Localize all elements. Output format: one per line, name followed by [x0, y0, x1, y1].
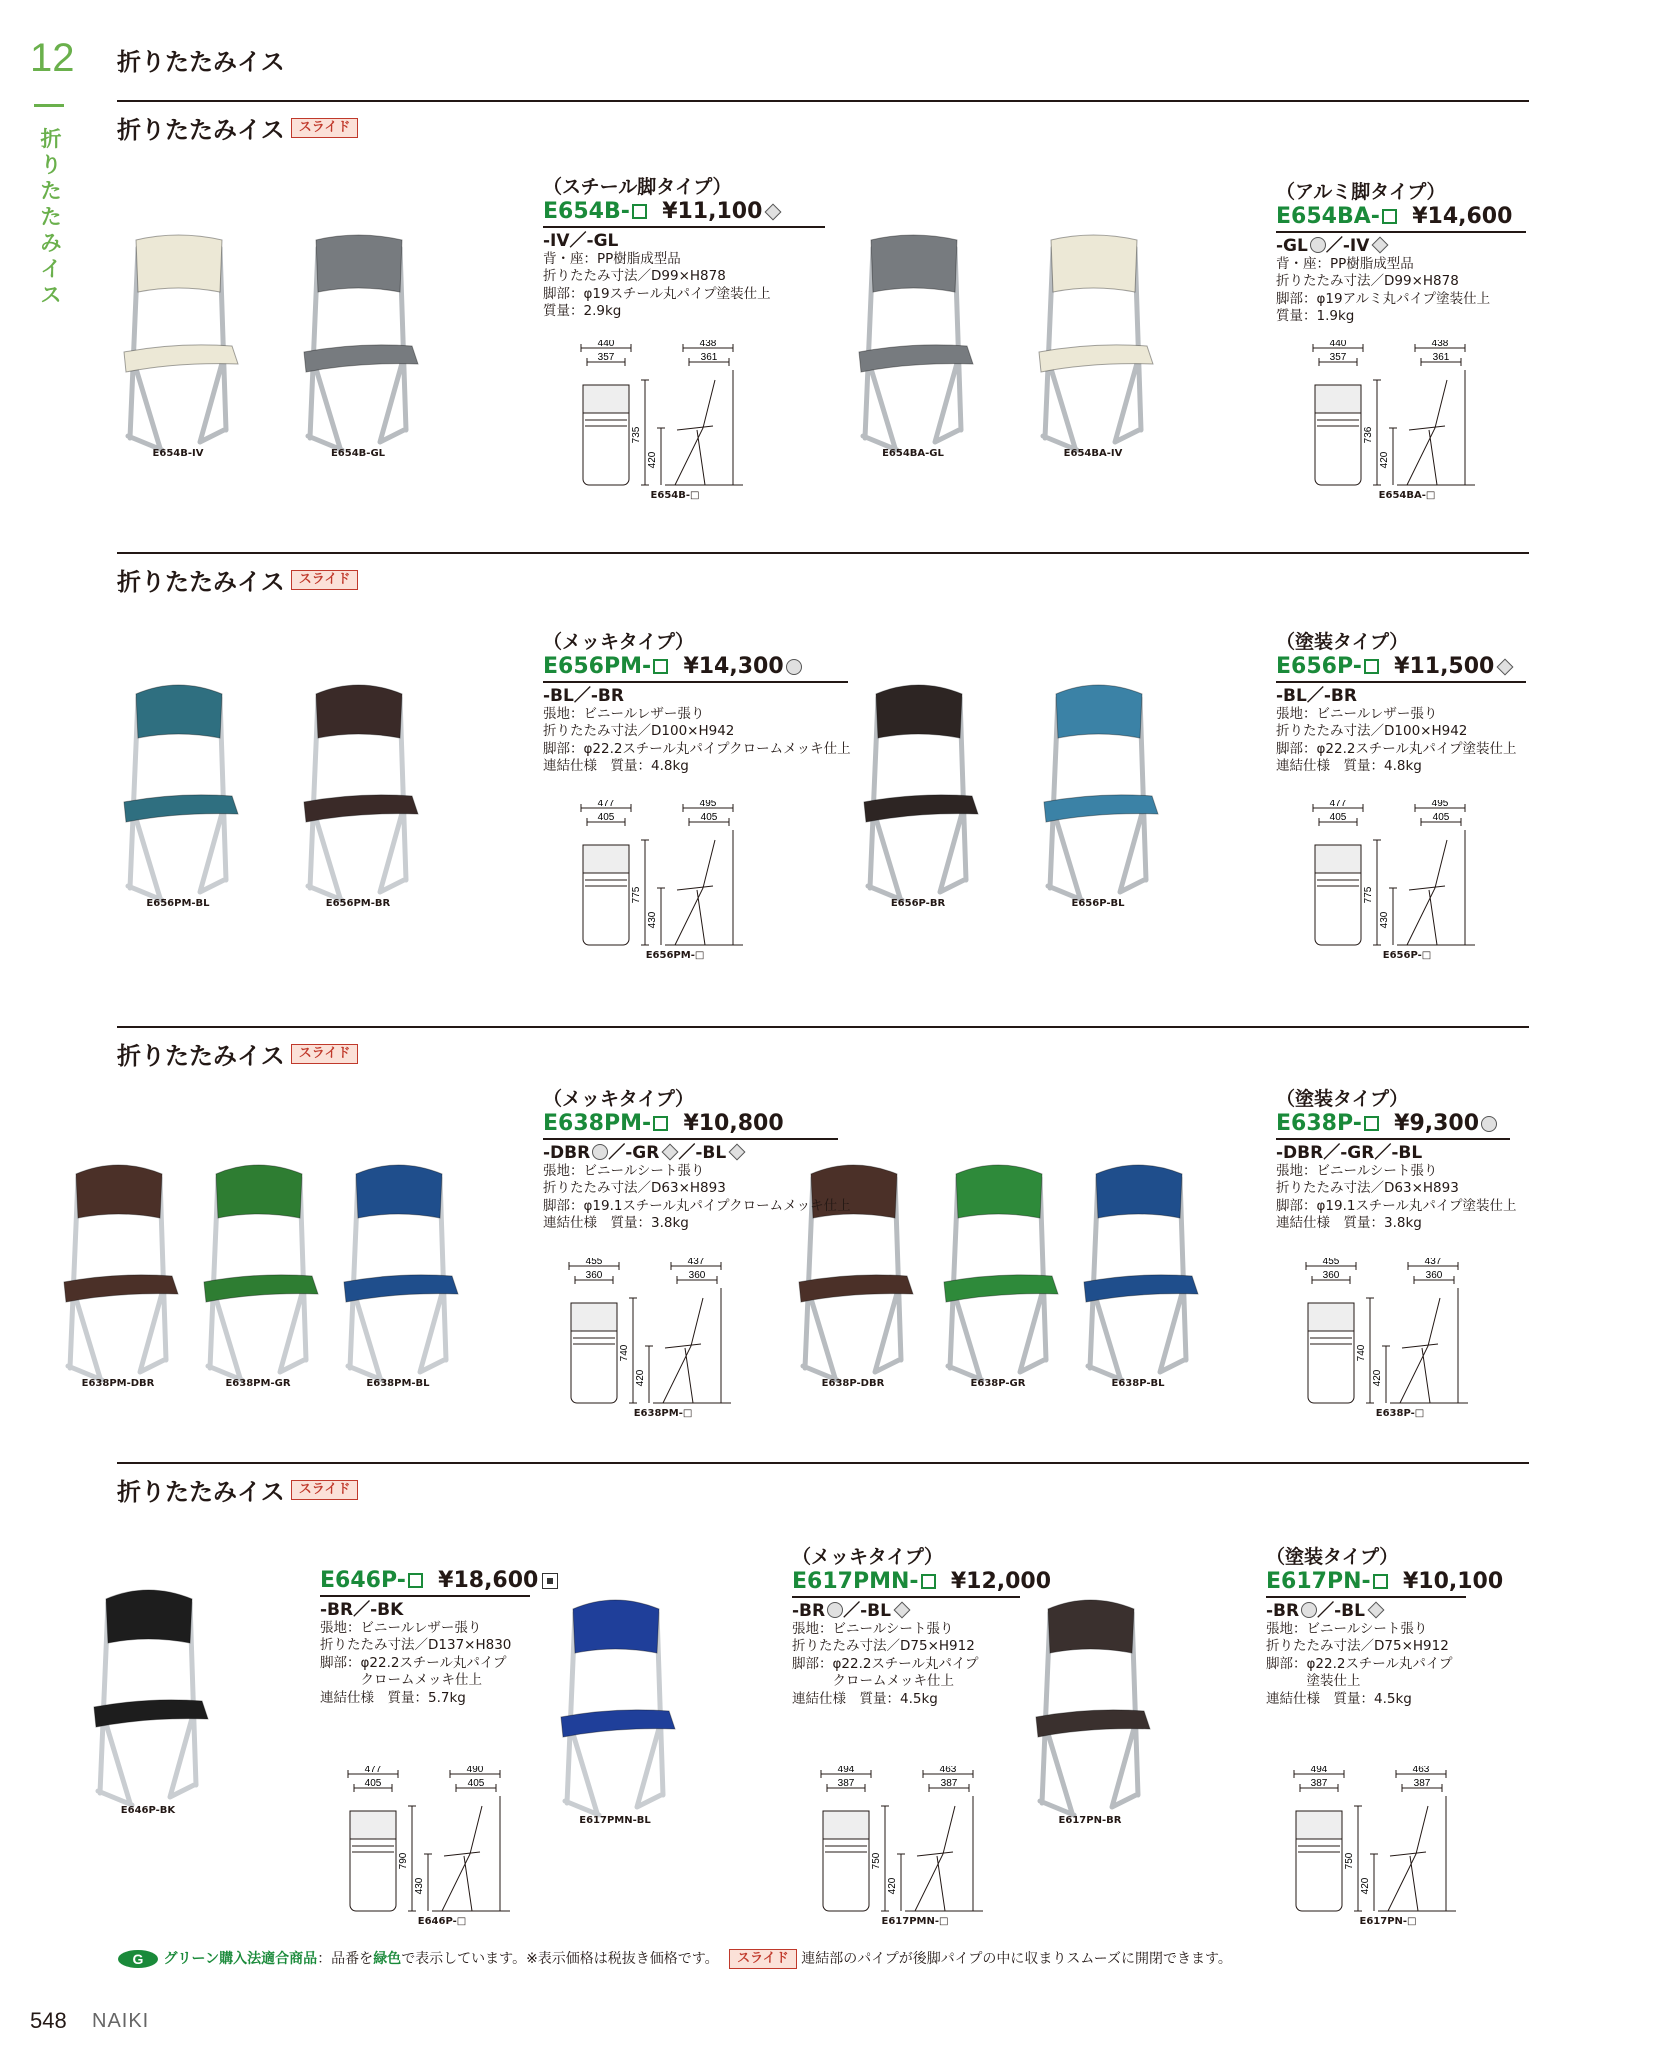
spec-line: 連結仕様 質量：3.8kg	[1276, 1215, 1422, 1231]
green-label: グリーン購入法適合商品	[163, 1951, 318, 1967]
spec-line: 脚部：φ22.2スチール丸パイプ	[1266, 1655, 1453, 1672]
underline	[1276, 681, 1526, 683]
chair-model-label: E638P-DBR	[821, 1378, 885, 1389]
dimension-drawing	[1297, 800, 1507, 964]
underline	[543, 1138, 838, 1140]
chair-model-label: E654BA-GL	[882, 448, 944, 459]
circle-mark-icon	[1481, 1116, 1497, 1132]
svg-text:430: 430	[1379, 911, 1390, 929]
svg-text:490: 490	[466, 1766, 484, 1775]
chair-model-label: E656P-BL	[1071, 898, 1125, 909]
dimension-drawing	[553, 1258, 763, 1422]
circle-mark-icon	[592, 1144, 608, 1160]
section-rule	[117, 1462, 1529, 1464]
chair-model-label: E638PM-DBR	[81, 1378, 155, 1389]
svg-text:405: 405	[467, 1778, 485, 1789]
svg-text:463: 463	[939, 1766, 957, 1775]
color-square-icon	[1364, 659, 1379, 674]
spec-line: 張地：ビニールシート張り	[1276, 1162, 1438, 1179]
spec-line: 折りたたみ寸法／D100×H942	[543, 723, 735, 739]
svg-text:440: 440	[597, 340, 615, 349]
color-square-icon	[1364, 1116, 1379, 1131]
dimension-drawing	[1297, 340, 1507, 504]
chair-model-label: E656PM-BR	[325, 898, 391, 909]
footer-note: G グリーン購入法適合商品：品番を緑色で表示しています。※表示価格は税抜き価格です。 スライド 連結部のパイプが後脚パイプの中に収まりスムーズに開閉できます。	[117, 1948, 1232, 1969]
svg-text:430: 430	[647, 911, 658, 929]
chair-image	[108, 680, 248, 914]
svg-text:405: 405	[364, 1778, 382, 1789]
spec-line: 折りたたみ寸法／D75×H912	[1266, 1638, 1449, 1654]
section-rule	[117, 1026, 1529, 1028]
chair-model-label: E646P-BK	[120, 1805, 176, 1816]
product-code: E646P- ¥18,600	[320, 1568, 530, 1594]
svg-text:357: 357	[1329, 352, 1347, 363]
svg-text:360: 360	[1425, 1270, 1443, 1281]
product-type: （メッキタイプ）	[543, 1088, 695, 1110]
svg-text:750: 750	[871, 1852, 882, 1870]
chair-image	[1068, 1160, 1208, 1394]
circle-mark-icon	[1301, 1602, 1317, 1618]
dimension-drawing	[1290, 1258, 1500, 1422]
svg-text:387: 387	[837, 1778, 855, 1789]
green-purchase-icon	[117, 1949, 159, 1969]
circle-mark-icon	[827, 1602, 843, 1618]
circle-mark-icon	[786, 659, 802, 675]
spec-line: 脚部：φ19.1スチール丸パイプクロームメッキ仕上	[543, 1197, 851, 1214]
chapter-number: 12	[30, 36, 75, 80]
chair-image	[78, 1585, 218, 1819]
svg-text:477: 477	[364, 1766, 382, 1775]
spec-line: 折りたたみ寸法／D100×H942	[1276, 723, 1468, 739]
svg-text:494: 494	[837, 1766, 855, 1775]
product-type: （メッキタイプ）	[543, 631, 695, 653]
chair-image	[48, 1160, 188, 1394]
spec-line: 張地：ビニールシート張り	[543, 1162, 705, 1179]
dimension-drawing	[805, 1766, 1015, 1930]
svg-text:455: 455	[1322, 1258, 1340, 1267]
spec-line: クロームメッキ仕上	[792, 1673, 954, 1689]
product-info	[1276, 180, 1526, 326]
color-square-icon	[408, 1573, 423, 1588]
svg-text:420: 420	[1379, 451, 1390, 469]
svg-text:360: 360	[1322, 1270, 1340, 1281]
dimension-label: E638PM-□	[633, 1408, 693, 1419]
chair-image	[108, 230, 248, 464]
svg-text:495: 495	[1431, 800, 1449, 809]
dimension-drawing	[1278, 1766, 1488, 1930]
dimension-label: E656P-□	[1382, 950, 1432, 961]
color-options: -IV／-GL	[543, 230, 619, 251]
color-options: -BL／-BR	[543, 685, 624, 706]
diamond-mark-icon	[765, 204, 782, 221]
product-price: ¥12,000	[950, 1569, 1052, 1594]
spec-line: 折りたたみ寸法／D75×H912	[792, 1638, 975, 1654]
svg-text:361: 361	[1432, 352, 1450, 363]
section-title: 折りたたみイス スライド	[117, 1036, 358, 1071]
spec-line: 質量：2.9kg	[543, 303, 622, 319]
svg-text:387: 387	[1310, 1778, 1328, 1789]
dimension-label: E617PN-□	[1359, 1916, 1417, 1927]
product-price: ¥18,600	[438, 1568, 539, 1593]
svg-text:420: 420	[1360, 1877, 1371, 1895]
product-price: ¥10,800	[683, 1111, 784, 1136]
spec-line: 折りたたみ寸法／D63×H893	[543, 1180, 726, 1196]
svg-text:455: 455	[585, 1258, 603, 1267]
svg-text:495: 495	[699, 800, 717, 809]
dimension-drawing	[332, 1766, 542, 1930]
product-price: ¥14,300	[683, 654, 784, 679]
product-type: （塗装タイプ）	[1276, 1088, 1409, 1110]
product-info	[320, 1568, 539, 1707]
spec-line: 連結仕様 質量：4.8kg	[1276, 758, 1422, 774]
diamond-mark-icon	[1497, 659, 1514, 676]
underline	[1276, 1138, 1510, 1140]
color-options: -BL／-BR	[1276, 685, 1357, 706]
slide-badge: スライド	[291, 1044, 359, 1064]
dimension-label: E638P-□	[1375, 1408, 1425, 1419]
spec-line: 張地：ビニールシート張り	[792, 1620, 954, 1637]
chair-model-label: E617PMN-BL	[579, 1815, 651, 1826]
svg-text:438: 438	[699, 340, 717, 349]
spec-line: 張地：ビニールシート張り	[1266, 1620, 1428, 1637]
svg-text:477: 477	[1329, 800, 1347, 809]
chair-image	[1028, 680, 1168, 914]
color-options: -BR ／-BL	[1266, 1601, 1466, 1621]
svg-text:790: 790	[398, 1852, 409, 1870]
product-price: ¥9,300	[1394, 1111, 1480, 1136]
circle-mark-icon	[1310, 237, 1326, 253]
dimension-drawing	[565, 340, 775, 504]
color-options: -DBR ／-GR ／-BL	[543, 1143, 838, 1163]
section-title: 折りたたみイス スライド	[117, 562, 358, 597]
spec-line: 連結仕様 質量：5.7kg	[320, 1689, 466, 1706]
svg-text:420: 420	[647, 451, 658, 469]
chair-image	[848, 680, 988, 914]
product-price: ¥11,500	[1394, 654, 1495, 679]
product-code: E638PM- ¥10,800	[543, 1111, 784, 1136]
chapter-bar	[34, 104, 64, 107]
slide-badge: スライド	[291, 570, 359, 590]
spec-line: 脚部：φ22.2スチール丸パイプ塗装仕上	[1276, 740, 1517, 757]
product-code: E654B- ¥11,100	[543, 199, 825, 225]
product-info	[543, 175, 825, 321]
chair-image	[545, 1595, 685, 1829]
product-info	[1276, 1087, 1517, 1233]
product-info	[543, 1087, 851, 1233]
dimension-label: E646P-□	[417, 1916, 467, 1927]
svg-text:740: 740	[1356, 1344, 1367, 1362]
svg-text:420: 420	[635, 1369, 646, 1387]
spec-line: 連結仕様 質量：4.5kg	[1266, 1690, 1412, 1707]
svg-text:430: 430	[414, 1877, 425, 1895]
svg-text:405: 405	[1329, 812, 1347, 823]
svg-text:405: 405	[1432, 812, 1450, 823]
svg-text:437: 437	[1424, 1258, 1442, 1267]
underline	[1266, 1596, 1466, 1598]
chair-model-label: E638PM-GR	[225, 1378, 291, 1389]
brand-name: NAIKI	[92, 2010, 150, 2032]
product-type: （塗装タイプ）	[1276, 631, 1409, 653]
spec-line: 張地：ビニールレザー張り	[320, 1619, 482, 1636]
svg-text:357: 357	[597, 352, 615, 363]
spec-line: 脚部：φ19スチール丸パイプ塗装仕上	[543, 285, 771, 302]
product-code: E656P- ¥11,500	[1276, 654, 1526, 680]
spec-line: 連結仕様 質量：4.5kg	[792, 1690, 938, 1707]
product-info	[1266, 1545, 1504, 1708]
svg-text:438: 438	[1431, 340, 1449, 349]
spec-line: 折りたたみ寸法／D99×H878	[543, 268, 726, 284]
color-options: -BR ／-BL	[792, 1601, 1020, 1621]
svg-text:405: 405	[597, 812, 615, 823]
underline	[1276, 231, 1526, 233]
chair-model-label: E638P-GR	[970, 1378, 1026, 1389]
svg-text:387: 387	[940, 1778, 958, 1789]
chair-model-label: E638PM-BL	[366, 1378, 430, 1389]
svg-text:463: 463	[1412, 1766, 1430, 1775]
product-price: ¥11,100	[662, 199, 763, 224]
color-options: -BR／-BK	[320, 1599, 404, 1620]
product-code: E654BA- ¥14,600	[1276, 204, 1513, 229]
svg-text:420: 420	[887, 1877, 898, 1895]
chair-model-label: E638P-BL	[1111, 1378, 1165, 1389]
svg-text:360: 360	[688, 1270, 706, 1281]
diamond-mark-icon	[893, 1601, 910, 1618]
underline	[320, 1595, 530, 1597]
svg-text:740: 740	[619, 1344, 630, 1362]
dimension-label: E617PMN-□	[881, 1916, 949, 1927]
underline	[792, 1596, 1020, 1598]
product-type: （スチール脚タイプ）	[543, 176, 732, 198]
product-info	[543, 630, 851, 776]
spec-line: 折りたたみ寸法／D99×H878	[1276, 273, 1459, 289]
product-price: ¥14,600	[1412, 204, 1513, 229]
product-info	[1276, 630, 1526, 776]
svg-text:360: 360	[585, 1270, 603, 1281]
slide-badge: スライド	[291, 118, 359, 138]
product-code: E617PMN- ¥12,000	[792, 1569, 1052, 1594]
chapter-vertical-title: 折りたたみイス	[40, 127, 62, 307]
spec-line: クロームメッキ仕上	[320, 1672, 482, 1688]
slide-badge: スライド	[729, 1949, 797, 1969]
dimension-label: E654BA-□	[1378, 490, 1436, 501]
spec-line: 質量：1.9kg	[1276, 308, 1355, 324]
section-title: 折りたたみイス スライド	[117, 110, 358, 145]
diamond-mark-icon	[1367, 1601, 1384, 1618]
section-title: 折りたたみイス スライド	[117, 1472, 358, 1507]
spec-line: 張地：ビニールレザー張り	[1276, 705, 1438, 722]
chair-model-label: E617PN-BR	[1058, 1815, 1122, 1826]
square-dot-mark-icon	[542, 1573, 558, 1589]
color-square-icon	[653, 1116, 668, 1131]
product-code: E617PN- ¥10,100	[1266, 1569, 1504, 1594]
spec-line: 脚部：φ19.1スチール丸パイプ塗装仕上	[1276, 1197, 1517, 1214]
chair-model-label: E656P-BR	[890, 898, 946, 909]
spec-line: 連結仕様 質量：3.8kg	[543, 1215, 689, 1231]
svg-text:437: 437	[687, 1258, 705, 1267]
spec-line: 塗装仕上	[1266, 1673, 1361, 1689]
header-rule	[117, 100, 1529, 102]
spec-line: 脚部：φ19アルミ丸パイプ塗装仕上	[1276, 290, 1491, 307]
color-options: -DBR／-GR／-BL	[1276, 1142, 1423, 1163]
spec-line: 脚部：φ22.2スチール丸パイプ	[320, 1654, 507, 1671]
diamond-mark-icon	[662, 1143, 679, 1160]
product-type: （塗装タイプ）	[1266, 1546, 1399, 1568]
product-info	[792, 1545, 1052, 1708]
product-type: （アルミ脚タイプ）	[1276, 181, 1446, 203]
underline	[543, 681, 848, 683]
page-number: 548	[30, 2008, 67, 2033]
spec-line: 張地：ビニールレザー張り	[543, 705, 705, 722]
color-square-icon	[921, 1574, 936, 1589]
svg-text:775: 775	[1363, 886, 1374, 904]
color-square-icon	[1382, 209, 1397, 224]
chair-image	[843, 230, 983, 464]
chair-image	[1020, 1595, 1160, 1829]
svg-text:420: 420	[1372, 1369, 1383, 1387]
chair-image	[288, 680, 428, 914]
product-code: E638P- ¥9,300	[1276, 1111, 1510, 1137]
product-code: E656PM- ¥14,300	[543, 654, 848, 680]
section-rule	[117, 552, 1529, 554]
chair-model-label: E654BA-IV	[1063, 448, 1123, 459]
chair-image	[288, 230, 428, 464]
svg-text:387: 387	[1413, 1778, 1431, 1789]
spec-line: 脚部：φ22.2スチール丸パイプクロームメッキ仕上	[543, 740, 851, 757]
color-options: -GL ／-IV	[1276, 236, 1526, 256]
chair-image	[928, 1160, 1068, 1394]
chair-model-label: E654B-GL	[330, 448, 386, 459]
svg-text:735: 735	[631, 426, 642, 444]
diamond-mark-icon	[729, 1143, 746, 1160]
svg-text:477: 477	[597, 800, 615, 809]
svg-text:405: 405	[700, 812, 718, 823]
svg-text:750: 750	[1344, 1852, 1355, 1870]
chair-image	[328, 1160, 468, 1394]
spec-line: 背・座：PP樹脂成型品	[543, 250, 681, 267]
svg-text:440: 440	[1329, 340, 1347, 349]
spec-line: 脚部：φ22.2スチール丸パイプ	[792, 1655, 979, 1672]
spec-line: 折りたたみ寸法／D137×H830	[320, 1637, 512, 1653]
product-price: ¥10,100	[1402, 1569, 1504, 1594]
color-square-icon	[1373, 1574, 1388, 1589]
chair-image	[1023, 230, 1163, 464]
diamond-mark-icon	[1372, 236, 1389, 253]
spec-line: 折りたたみ寸法／D63×H893	[1276, 1180, 1459, 1196]
svg-text:G: G	[132, 1951, 144, 1967]
page-header-title: 折りたたみイス	[117, 48, 285, 76]
spec-line: 背・座：PP樹脂成型品	[1276, 255, 1414, 272]
svg-text:361: 361	[700, 352, 718, 363]
color-square-icon	[653, 659, 668, 674]
spec-line: 連結仕様 質量：4.8kg	[543, 758, 689, 774]
dimension-label: E654B-□	[650, 490, 700, 501]
chair-image	[188, 1160, 328, 1394]
svg-text:775: 775	[631, 886, 642, 904]
slide-badge: スライド	[291, 1480, 359, 1500]
dimension-label: E656PM-□	[645, 950, 705, 961]
chair-model-label: E656PM-BL	[146, 898, 210, 909]
svg-text:494: 494	[1310, 1766, 1328, 1775]
dimension-drawing	[565, 800, 775, 964]
chair-model-label: E654B-IV	[152, 448, 204, 459]
color-square-icon	[632, 204, 647, 219]
underline	[543, 226, 825, 228]
svg-text:736: 736	[1363, 426, 1374, 444]
product-type: （メッキタイプ）	[792, 1546, 944, 1568]
